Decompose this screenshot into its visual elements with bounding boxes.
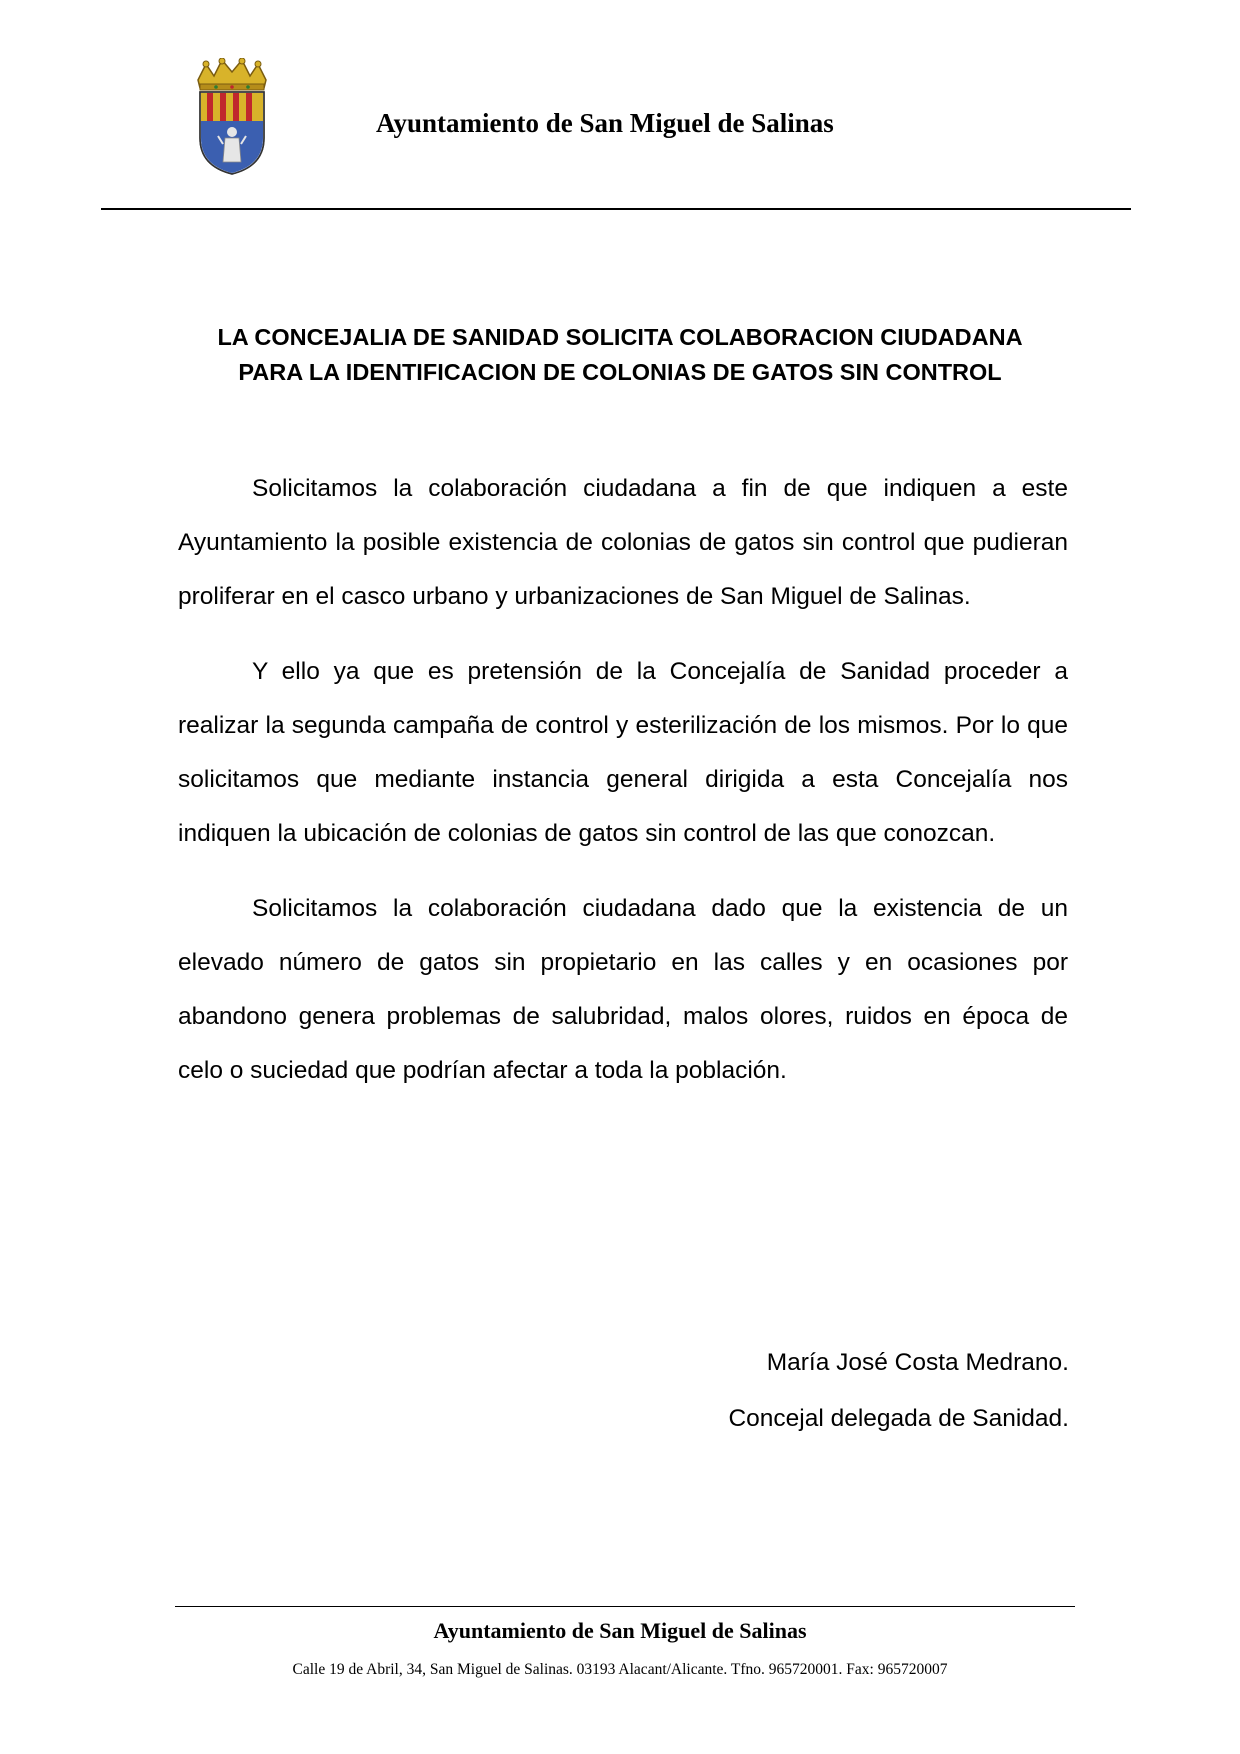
header-title: Ayuntamiento de San Miguel de Salinas [376,108,834,138]
signatory-role: Concejal delegada de Sanidad. [728,1405,1069,1432]
body-paragraph: Solicitamos la colaboración ciudadana dado que la existencia de un elevado número de gatos sin propietario en las calles y en ocasiones por abandono genera problemas de salubridad, malos olores, ruidos en época de celo o suciedad que podrían afectar a toda la población. [178,895,1068,1084]
document-title [140,320,1100,390]
body-paragraph: Y ello ya que es pretensión de la Concejalía de Sanidad proceder a realizar la segunda campaña de control y esterilización de los mismos. Por lo que solicitamos que mediante instancia general dirigida a esta Concejalía nos indiquen la ubicación de colonias de gatos sin control de las que conozcan. [178,658,1068,847]
footer-address: Calle 19 de Abril, 34, San Miguel de Salinas. 03193 Alacant/Alicante. Tfno. 965720001. Fax: 965720007 [292,1661,948,1678]
signatory-name: María José Costa Medrano. [766,1349,1069,1376]
footer-divider [175,1606,1075,1607]
document-title-line: LA CONCEJALIA DE SANIDAD SOLICITA COLABORACION CIUDADANA [217,324,1023,350]
coat-of-arms-icon [192,58,272,176]
header-divider [101,208,1131,210]
body-paragraph: Solicitamos la colaboración ciudadana a fin de que indiquen a este Ayuntamiento la posible existencia de colonias de gatos sin control que pudieran proliferar en el casco urbano y urbanizaciones de San Miguel de Salinas. [178,475,1068,610]
signature-block [728,1335,1069,1447]
document-body [178,462,1068,1119]
document-title-line: PARA LA IDENTIFICACION DE COLONIAS DE GATOS SIN CONTROL [238,359,1002,385]
footer-title: Ayuntamiento de San Miguel de Salinas [433,1618,807,1643]
